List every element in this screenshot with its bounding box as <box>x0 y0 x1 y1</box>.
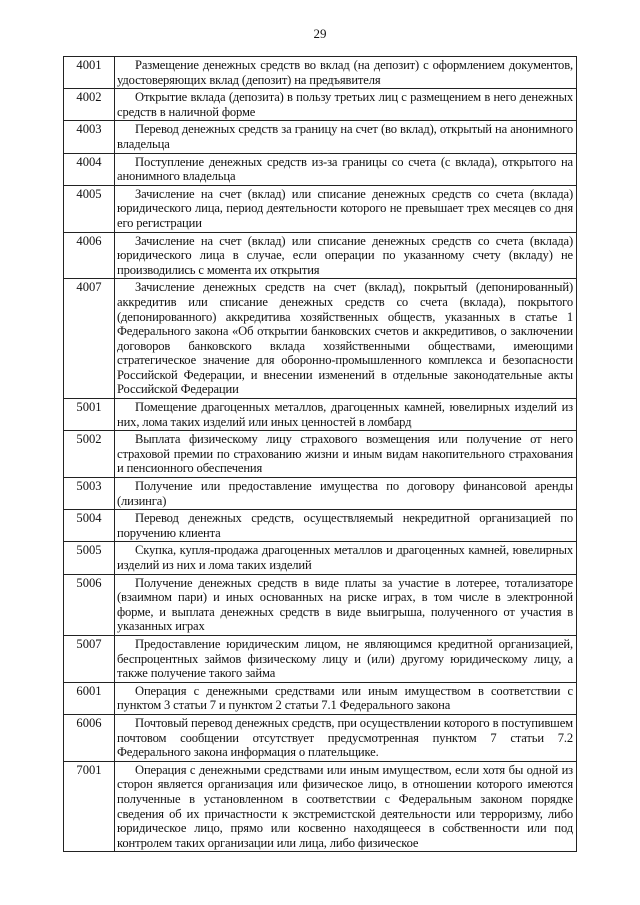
operation-description-cell: Выплата физическому лицу страхового возмещения или получение от него страховой премии по страхованию жизни и иным видам накопительного страхования и пенсионного обеспечения <box>115 431 577 478</box>
operation-code-cell: 4005 <box>64 185 115 232</box>
operation-description-cell: Помещение драгоценных металлов, драгоценных камней, ювелирных изделий из них, лома таких изделий или иных ценностей в ломбард <box>115 399 577 431</box>
operation-code-cell: 5007 <box>64 635 115 682</box>
operation-code-cell: 5005 <box>64 542 115 574</box>
table-row <box>64 89 577 121</box>
operation-description-cell: Получение или предоставление имущества по договору финансовой аренды (лизинга) <box>115 478 577 510</box>
operation-description-cell: Открытие вклада (депозита) в пользу третьих лиц с размещением в него денежных средств в наличной форме <box>115 89 577 121</box>
operation-code-cell: 4006 <box>64 232 115 279</box>
operation-code-cell: 6001 <box>64 682 115 714</box>
table-row <box>64 761 577 852</box>
table-row <box>64 232 577 279</box>
operation-code-cell: 4004 <box>64 153 115 185</box>
operation-code-cell: 4003 <box>64 121 115 153</box>
table-row <box>64 510 577 542</box>
table-row <box>64 185 577 232</box>
operation-description-cell: Перевод денежных средств, осуществляемый некредитной организацией по поручению клиента <box>115 510 577 542</box>
page-number: 29 <box>313 26 327 41</box>
operation-description-cell: Операция с денежными средствами или иным имуществом в соответствии с пунктом 3 статьи 7 и пунктом 2 статьи 7.1 Федерального закона <box>115 682 577 714</box>
operation-code-cell: 4002 <box>64 89 115 121</box>
table-row <box>64 399 577 431</box>
operation-description-cell: Размещение денежных средств во вклад (на депозит) с оформлением документов, удостоверяющих вклад (депозит) на предъявителя <box>115 57 577 89</box>
operation-description-cell: Зачисление на счет (вклад) или списание денежных средств со счета (вклада) юридического лица, период деятельности которого не превышает трех месяцев со дня его регистрации <box>115 185 577 232</box>
operation-code-cell: 4007 <box>64 279 115 399</box>
operation-code-cell: 5002 <box>64 431 115 478</box>
table-row <box>64 682 577 714</box>
operation-description-cell: Почтовый перевод денежных средств, при осуществлении которого в поступившем почтовом сообщении отсутствует предусмотренная пунктом 7 статьи 7.2 Федерального закона информация о плательщике. <box>115 714 577 761</box>
operation-code-cell: 4001 <box>64 57 115 89</box>
table-row <box>64 431 577 478</box>
table-row <box>64 153 577 185</box>
operation-description-cell: Перевод денежных средств за границу на счет (во вклад), открытый на анонимного владельца <box>115 121 577 153</box>
operation-description-cell: Зачисление денежных средств на счет (вклад), покрытый (депонированный) аккредитив или списание денежных средств со счета (вклада), покрытого (депонированного) аккредитива хозяйственных обществ, указанных в статье 1 Федерального закона «Об открытии банковских счетов и аккредитивов, о заключении договоров банковского вклада хозяйственными обществами, имеющими стратегическое значение для оборонно-промышленного комплекса и безопасности Российской Федерации, и внесении изменений в отдельные законодательные акты Российской Федерации <box>115 279 577 399</box>
table-row <box>64 574 577 635</box>
operation-description-cell: Скупка, купля-продажа драгоценных металлов и драгоценных камней, ювелирных изделий из них и лома таких изделий <box>115 542 577 574</box>
operation-description-cell: Операция с денежными средствами или иным имуществом, если хотя бы одной из сторон является организация или физическое лицо, в отношении которого имеются полученные в установленном в соответствии с Федеральным законом порядке сведения об их причастности к экстремистской деятельности или терроризму, либо юридическое лицо, прямо или косвенно находящееся в собственности или под контролем таких организации или лица, либо физическое <box>115 761 577 852</box>
table-row <box>64 635 577 682</box>
operation-code-cell: 5001 <box>64 399 115 431</box>
table-body <box>64 57 577 852</box>
operation-description-cell: Поступление денежных средств из-за границы со счета (с вклада), открытого на анонимного владельца <box>115 153 577 185</box>
table-row <box>64 121 577 153</box>
table-row <box>64 542 577 574</box>
operation-code-cell: 5003 <box>64 478 115 510</box>
operation-codes-table <box>63 56 577 852</box>
table-row <box>64 714 577 761</box>
operation-code-cell: 5004 <box>64 510 115 542</box>
operation-code-cell: 5006 <box>64 574 115 635</box>
table-row <box>64 478 577 510</box>
operation-code-cell: 6006 <box>64 714 115 761</box>
table-row <box>64 279 577 399</box>
operation-description-cell: Зачисление на счет (вклад) или списание денежных средств со счета (вклада) юридического лица в случае, если операции по указанному счету (вкладу) не производились с момента их открытия <box>115 232 577 279</box>
table-row <box>64 57 577 89</box>
operation-code-cell: 7001 <box>64 761 115 852</box>
operation-description-cell: Получение денежных средств в виде платы за участие в лотерее, тотализаторе (взаимном пари) и иных основанных на риске играх, в том числе в электронной форме, и выплата денежных средств в виде выигрыша, полученного от участия в указанных играх <box>115 574 577 635</box>
operation-description-cell: Предоставление юридическим лицом, не являющимся кредитной организацией, беспроцентных займов физическому лицу и (или) другому юридическому лицу, а также получение такого займа <box>115 635 577 682</box>
